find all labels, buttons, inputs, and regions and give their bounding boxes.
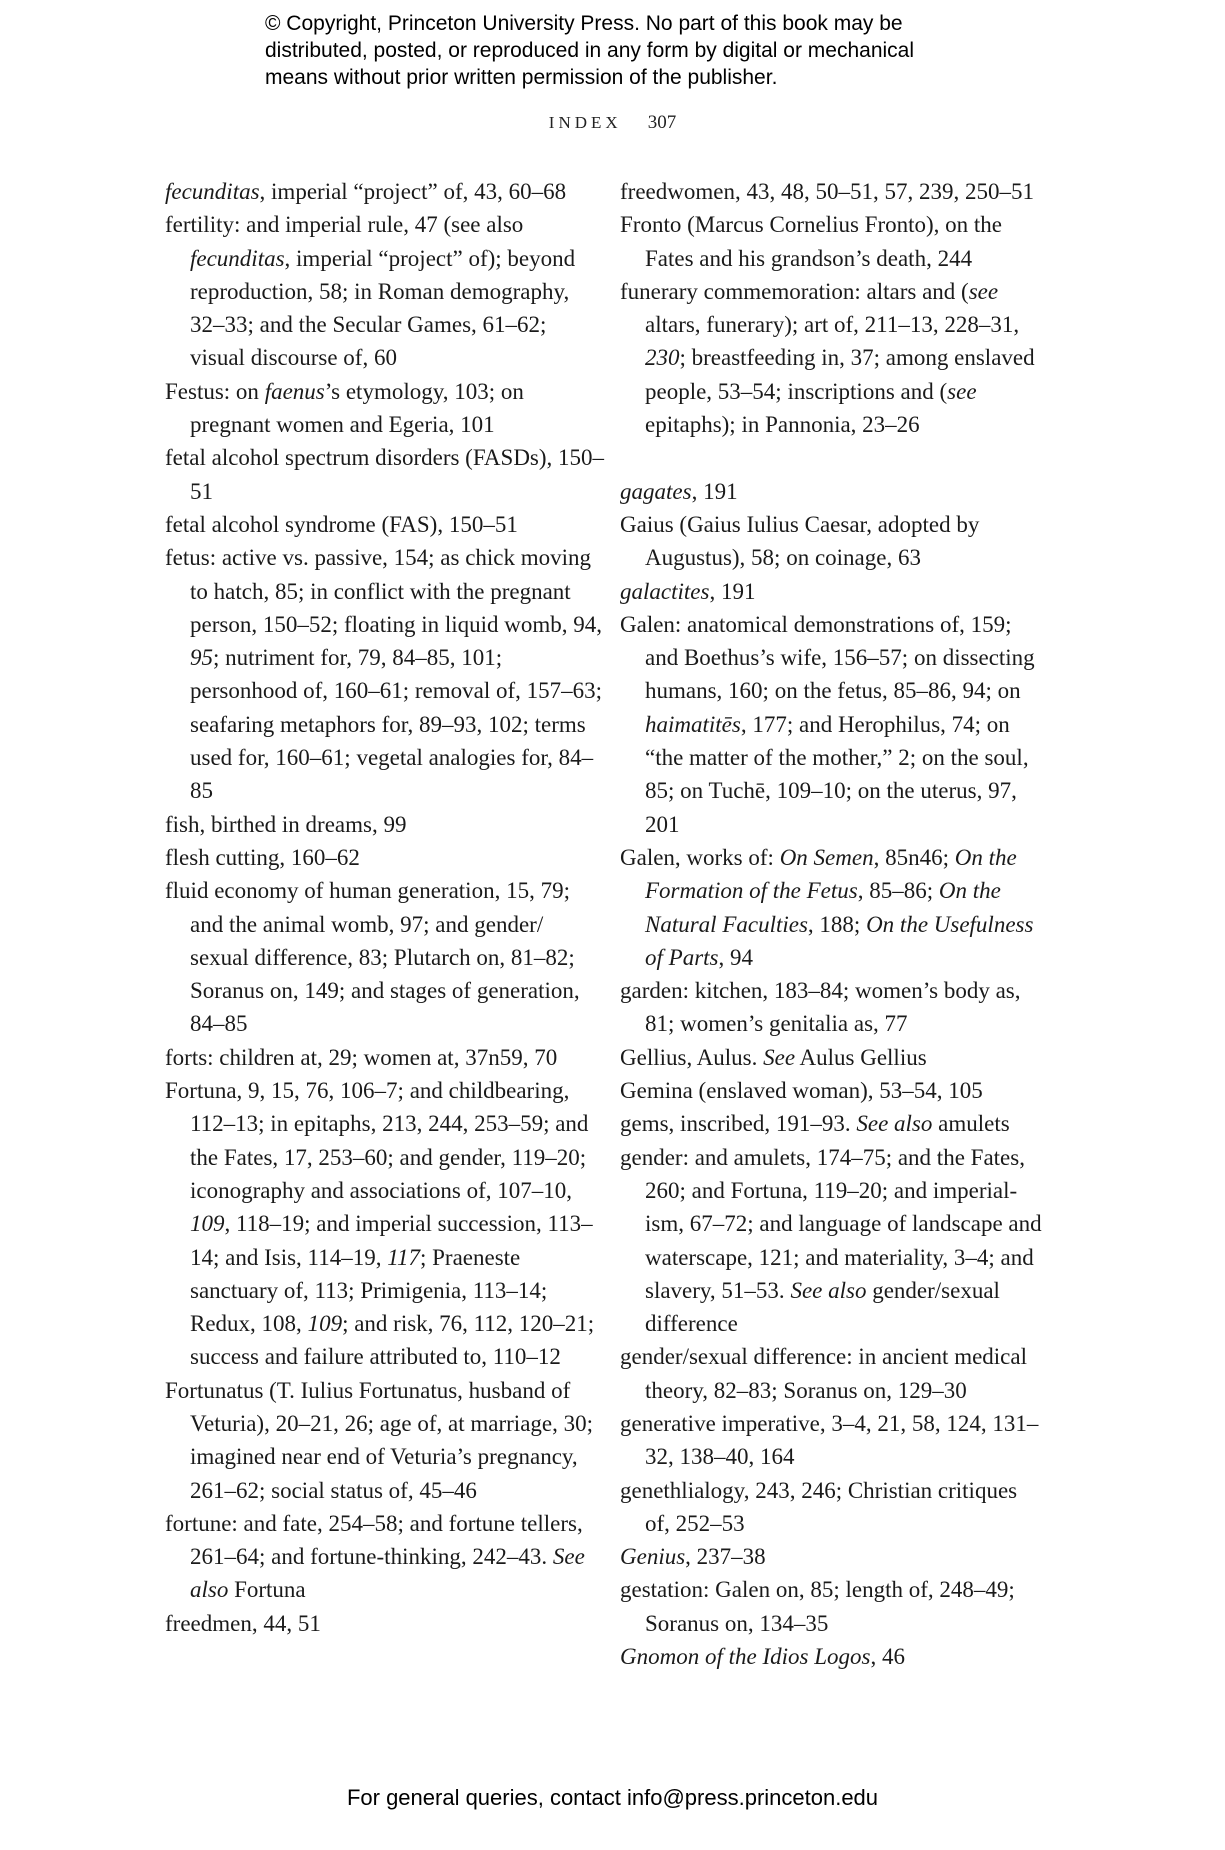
footer-contact: For general queries, contact info@press.princeton.edu [346,1785,879,1810]
index-column-left [165,175,605,1640]
index-entry-freedmen: freedmen, 44, 51 [165,1610,321,1636]
index-entry-gagates: gagates, 191 [620,478,738,504]
index-entry-generative: generative imperative, 3–4, 21, 58, 124, 131–32, 138–40, 164 [620,1410,1039,1470]
index-entry-gender-sexual: gender/sexual difference: in ancient medical theory, 82–83; Soranus on, 129–30 [620,1344,1027,1403]
copyright-line-3: means without prior written permission of the publisher. [265,66,778,89]
index-entry-gaius: Gaius (Gaius Iulius Caesar, adopted by Augustus), 58; on coinage, 63 [620,511,980,571]
index-entry-genethlialogy: genethlialogy, 243, 246; Christian critiques of, 252–53 [620,1477,1018,1536]
index-entry-gemina: Gemina (enslaved woman), 53–54, 105 [620,1078,983,1104]
copyright-notice [265,10,1025,91]
index-column-right [620,175,1045,1673]
index-entry-funerary: funerary commemoration: altars and (see altars, funerary); art of, 211–13, 228–31, 230; breastfeeding in, 37; among enslaved people, 53–54; inscriptions and (see epitaphs); in Pannonia, 23–26 [620,278,1035,438]
index-entry-fertility: fertility: and imperial rule, 47 (see also fecunditas, imperial “project” of); beyond reproduction, 58; in Roman demography, 32–33; and the Secular Games, 61–62; visual discourse of, 60 [165,212,576,371]
copyright-line-1: © Copyright, Princeton University Press. No part of this book may be [265,12,903,35]
index-entry-fish: fish, birthed in dreams, 99 [165,811,407,837]
index-entry-gems: gems, inscribed, 191–93. See also amulets [620,1111,1010,1137]
index-entry-fortune: fortune: and fate, 254–58; and fortune tellers, 261–64; and fortune-thinking, 242–43. See also Fortuna [165,1510,585,1603]
index-entry-fortuna: Fortuna, 9, 15, 76, 106–7; and childbearing, 112–13; in epitaphs, 213, 244, 253–59; and the Fates, 17, 253–60; and gender, 119–20; iconography and associations of, 107–10, 109, 118–19; and imperial succession, 113–14; and Isis, 114–19, 117; Praeneste sanctuary of, 113; Primigenia, 113–14; Redux, 108, 109; and risk, 76, 112, 120–21; success and failure attributed to, 110–12 [165,1078,595,1370]
index-entry-gestation: gestation: Galen on, 85; length of, 248–49; Soranus on, 134–35 [620,1577,1015,1636]
index-entry-fetus: fetus: active vs. passive, 154; as chick moving to hatch, 85; in conflict with the pregnant person, 150–52; floating in liquid womb, 94, 95; nutriment for, 79, 84–85, 101; personhood of, 160–61; removal of, 157–63; seafaring metaphors for, 89–93, 102; terms used for, 160–61; vegetal analogies for, 84–85 [165,545,603,804]
index-entry-galactites: galactites, 191 [620,578,756,604]
index-entry-festus: Festus: on faenus’s etymology, 103; on pregnant women and Egeria, 101 [165,378,524,438]
index-entry-galen-works: Galen, works of: On Semen, 85n46; On the Formation of the Fetus, 85–86; On the Natural Faculties, 188; On the Usefulness of Parts, 94 [620,844,1034,970]
index-entry-fasds: fetal alcohol spectrum disorders (FASDs), 150–51 [165,445,605,504]
index-entry-forts: forts: children at, 29; women at, 37n59, 70 [165,1044,558,1070]
index-entry-garden: garden: kitchen, 183–84; women’s body as, 81; women’s genitalia as, 77 [620,978,1021,1037]
index-entry-fluid: fluid economy of human generation, 15, 79; and the animal womb, 97; and gender/ sexual difference, 83; Plutarch on, 81–82; Soranus on, 149; and stages of generation, 84–85 [165,878,580,1037]
index-entry-flesh: flesh cutting, 160–62 [165,844,360,870]
index-entry-fortunatus: Fortunatus (T. Iulius Fortunatus, husband of Veturia), 20–21, 26; age of, at marriage, 30; imagined near end of Veturia’s pregnancy, 261–62; social status of, 45–46 [165,1377,594,1503]
index-entry-freedwomen: freedwomen, 43, 48, 50–51, 57, 239, 250–51 [620,179,1034,204]
running-head [0,112,1225,134]
index-entry-fas: fetal alcohol syndrome (FAS), 150–51 [165,511,518,537]
index-entry-gellius: Gellius, Aulus. See Aulus Gellius [620,1044,927,1070]
index-entry-fronto: Fronto (Marcus Cornelius Fronto), on the Fates and his grandson’s death, 244 [620,212,1003,271]
index-entry-galen: Galen: anatomical demonstrations of, 159; and Boethus’s wife, 156–57; on dissecting humans, 160; on the fetus, 85–86, 94; on haimatitēs, 177; and Herophilus, 74; on “the matter of the mother,” 2; on the soul, 85; on Tuchē, 109–10; on the uterus, 97, 201 [620,611,1035,837]
page-number: 307 [647,112,677,133]
index-entry-genius: Genius, 237–38 [620,1544,766,1570]
index-entry-fecunditas: fecunditas, imperial “project” of, 43, 60–68 [165,179,567,204]
running-head-label: INDEX [548,113,622,132]
copyright-line-2: distributed, posted, or reproduced in any form by digital or mechanical [265,39,915,62]
index-entry-gnomon: Gnomon of the Idios Logos, 46 [620,1644,905,1670]
index-entry-gender: gender: and amulets, 174–75; and the Fates, 260; and Fortuna, 119–20; and imperial-ism, 67–72; and language of landscape and waterscape, 121; and materiality, 3–4; and slavery, 51–53. See also gender/sexual difference [620,1144,1042,1337]
